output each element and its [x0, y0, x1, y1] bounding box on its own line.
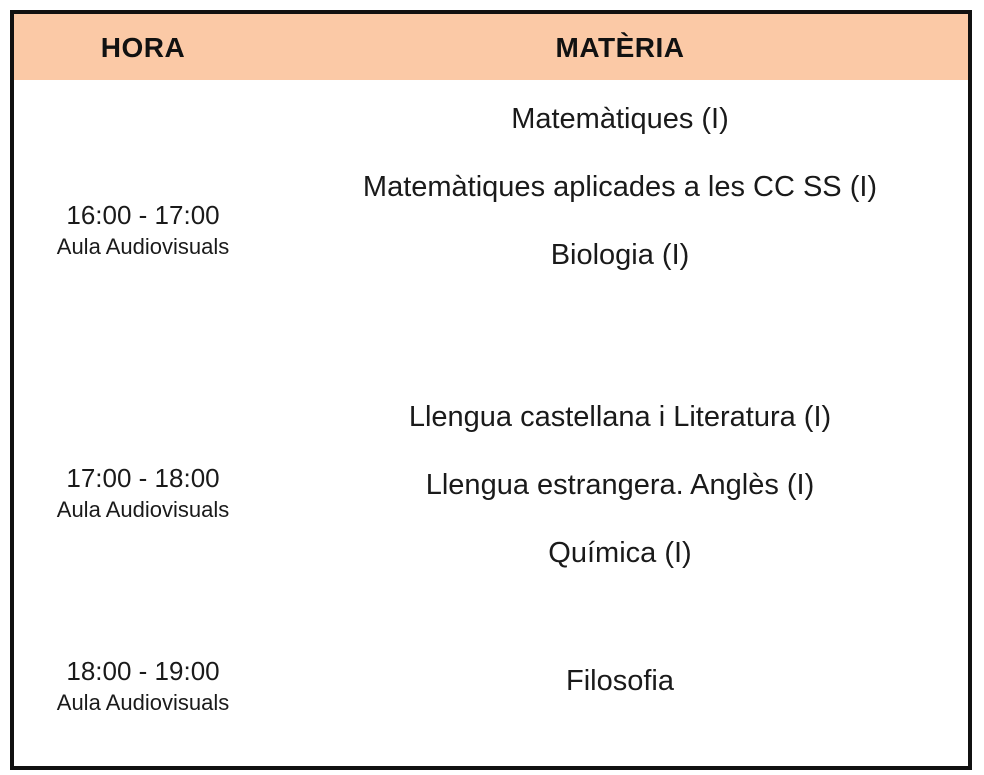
subject-item: Llengua castellana i Literatura (I)	[408, 401, 832, 433]
subject-item: Matemàtiques aplicades a les CC SS (I)	[362, 171, 878, 203]
subject-item: Química (I)	[548, 537, 692, 569]
time-slot-1	[14, 200, 272, 260]
table-header	[14, 14, 968, 80]
header-hora: HORA	[100, 32, 186, 63]
room-label: Aula Audiovisuals	[56, 234, 230, 259]
subjects-slot-1	[272, 102, 968, 306]
time-range: 18:00 - 19:00	[66, 656, 220, 686]
time-slot-2	[14, 463, 272, 523]
subject-item: Llengua estrangera. Anglès (I)	[425, 469, 815, 501]
room-label: Aula Audiovisuals	[56, 690, 230, 715]
room-label: Aula Audiovisuals	[56, 497, 230, 522]
time-range: 16:00 - 17:00	[66, 200, 220, 230]
time-slot-3	[14, 656, 272, 716]
header-materia: MATÈRIA	[555, 32, 685, 63]
time-range: 17:00 - 18:00	[66, 463, 220, 493]
subject-item: Matemàtiques (I)	[511, 103, 729, 135]
subject-item: Biologia (I)	[550, 239, 690, 271]
subject-item: Filosofia	[566, 665, 674, 697]
schedule-table	[10, 10, 972, 770]
subjects-slot-3	[272, 664, 968, 732]
subjects-slot-2	[272, 400, 968, 604]
